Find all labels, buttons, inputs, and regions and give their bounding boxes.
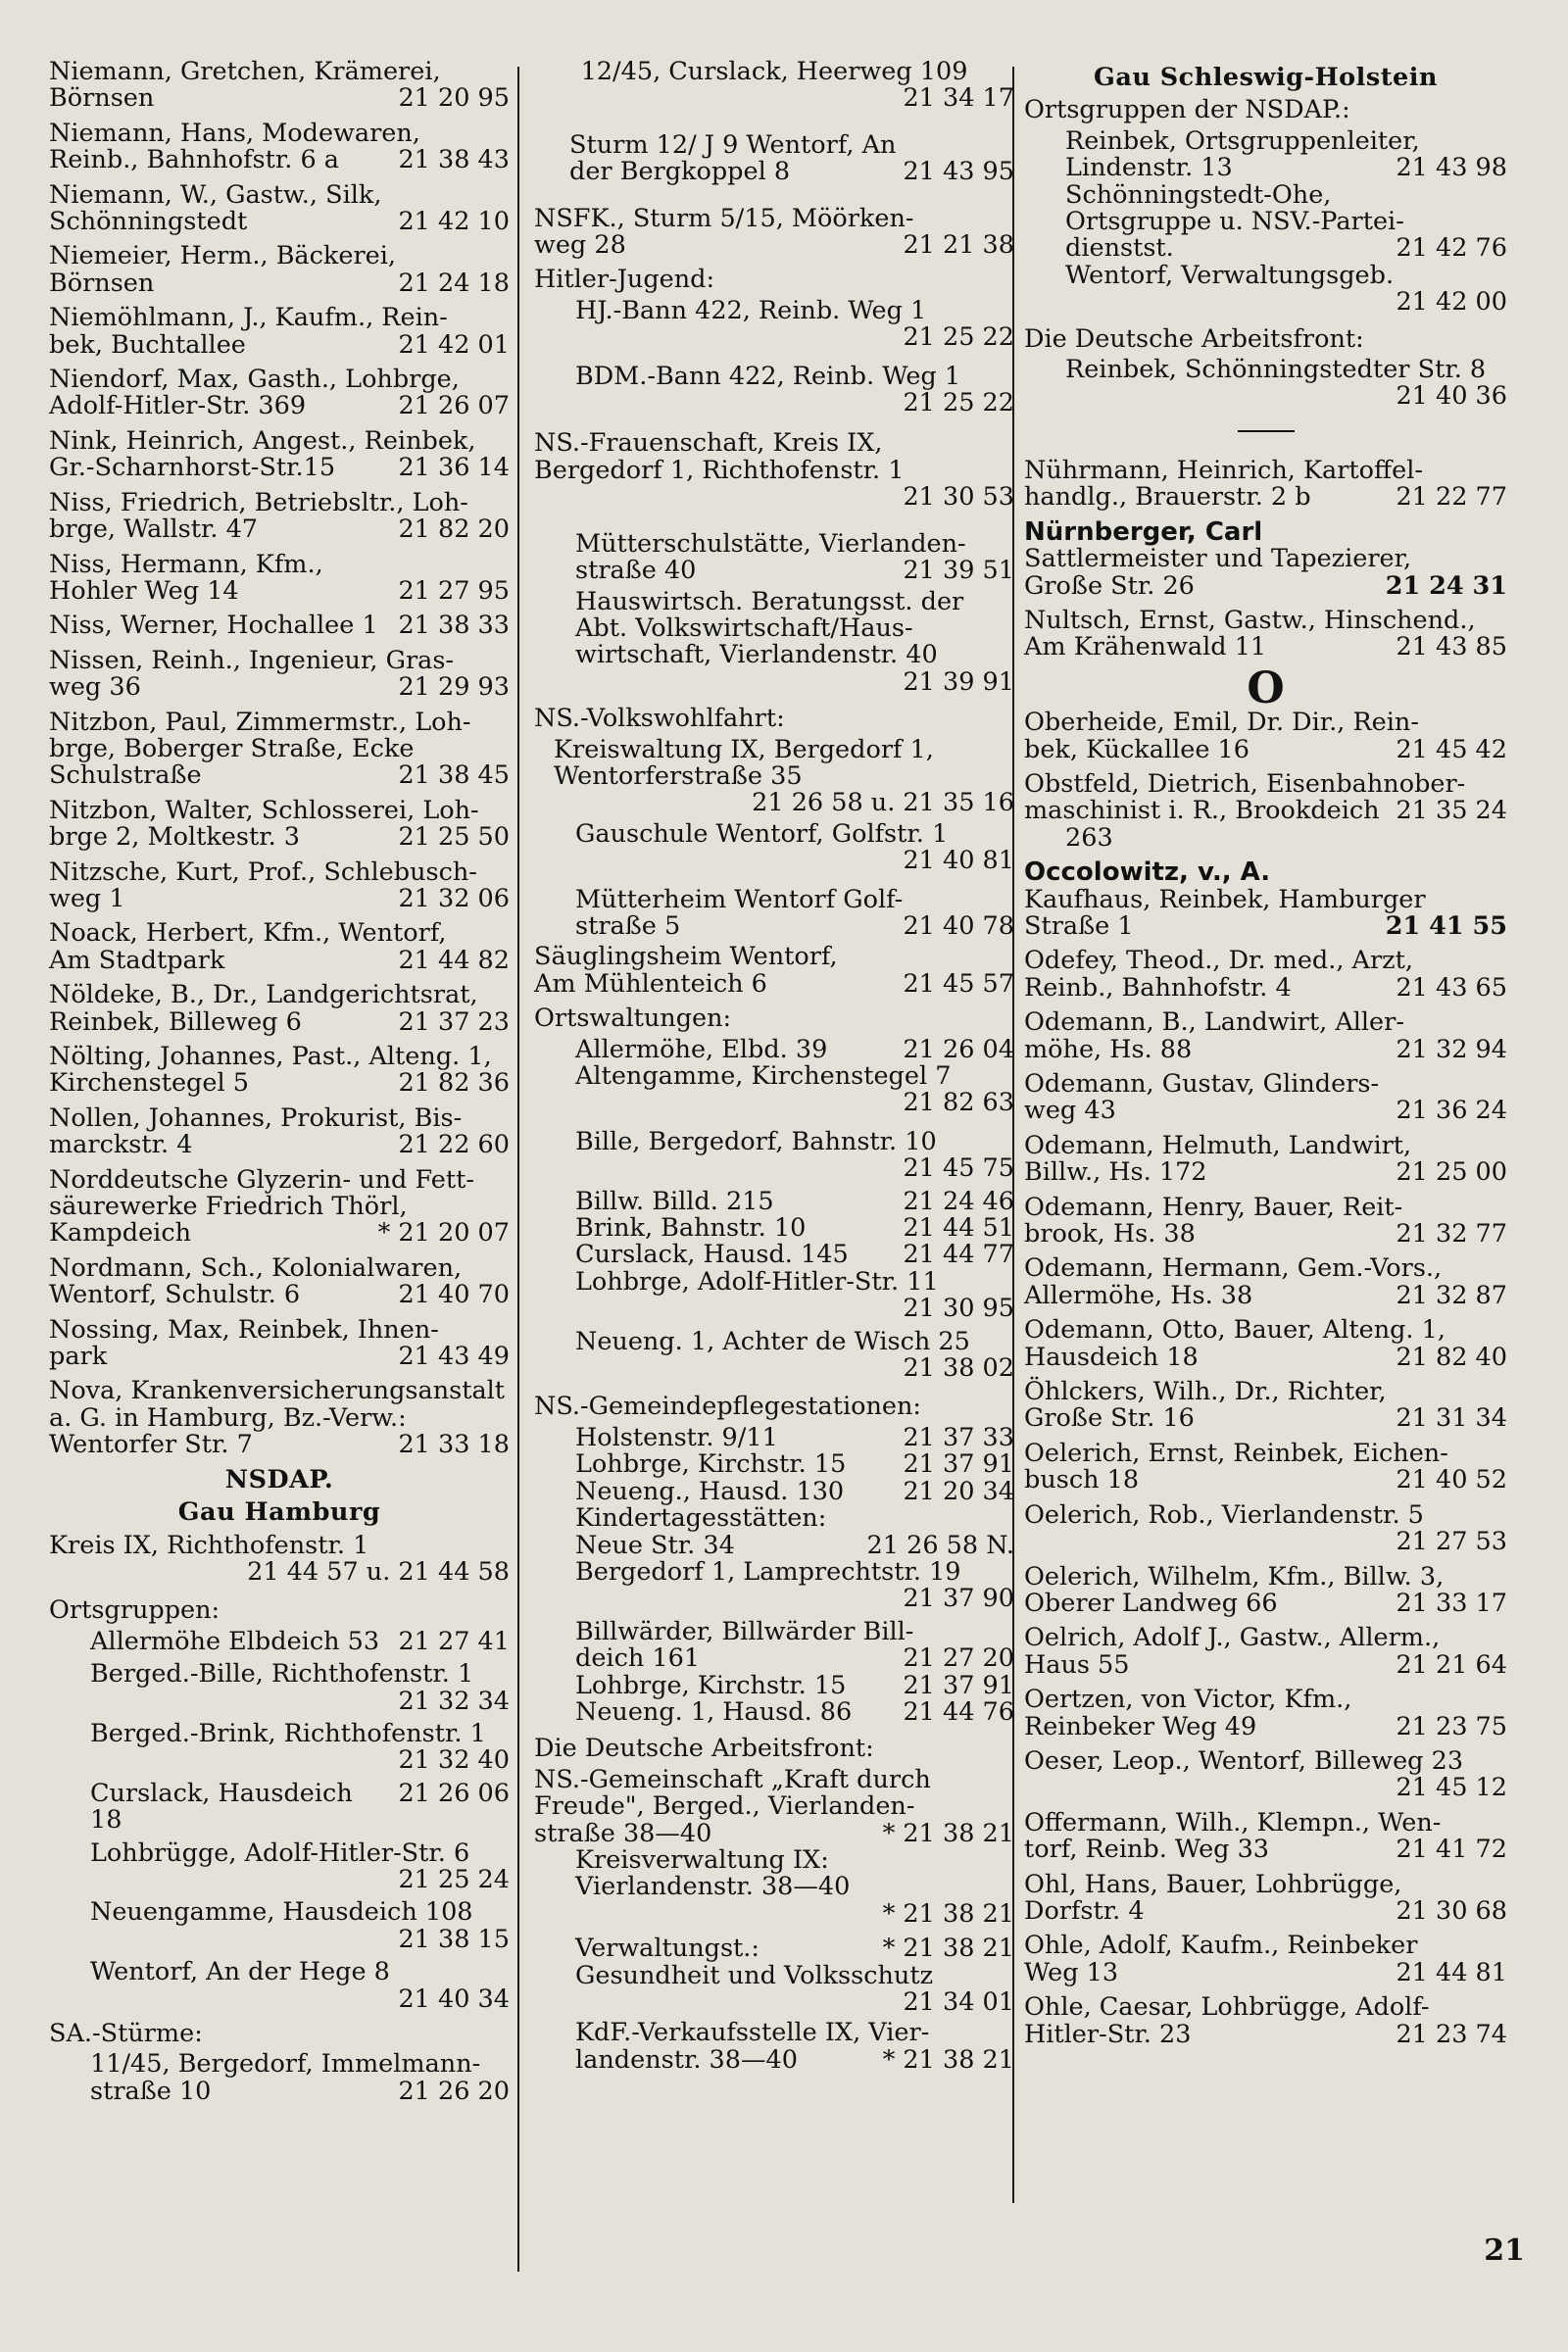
section-heading: Die Deutsche Arbeitsfront:: [1024, 323, 1364, 354]
list-item: NS.-Frauenschaft, Kreis IX, Bergedorf 1, Richthofenstr. 1 21 30 53: [534, 428, 1014, 513]
list-item: Schönningstedt-Ohe, Ortsgruppe u. NSV.-Partei- 21 42 76 dienstst.: [1065, 179, 1507, 264]
list-item: Nöldeke, B., Dr., Landgerichtsrat, 21 37 23 Reinbek, Billeweg 6: [49, 980, 510, 1037]
list-item: 21 37 91 Lohbrge, Kirchstr. 15: [575, 1449, 1014, 1480]
list-item: [49, 1626, 510, 1656]
list-item: Oelerich, Wilhelm, Kfm., Billw. 3, 21 33 17 Oberer Landweg 66: [1024, 1561, 1507, 1618]
list-item: Nitzbon, Walter, Schlosserei, Loh- 21 25 50 brge 2, Moltkestr. 3: [49, 795, 510, 853]
section-heading: NS.-Volkswohlfahrt:: [534, 704, 785, 734]
list-item: Ohle, Adolf, Kaufm., Reinbeker 21 44 81 Weg 13: [1024, 1931, 1507, 1987]
address: straße 10: [90, 2076, 212, 2106]
list-item: Odemann, Hermann, Gem.-Vors., 21 32 87 Allermöhe, Hs. 38: [1024, 1253, 1507, 1310]
list-item: [49, 1718, 510, 1776]
list-item: 21 20 34 Neueng., Hausd. 130: [575, 1476, 1014, 1506]
list-item: Nordmann, Sch., Kolonialwaren, 21 40 70 Wentorf, Schulstr. 6: [49, 1252, 510, 1310]
phone-number: 21 45 12: [1396, 1773, 1507, 1803]
list-item: Öhlckers, Wilh., Dr., Richter, 21 31 34 Große Str. 16: [1024, 1377, 1507, 1434]
section-heading: Ortswaltungen:: [534, 1004, 732, 1034]
phone-number: 21 38 15: [398, 1924, 510, 1954]
list-item: 21 44 76 Neueng. 1, Hausd. 86: [575, 1696, 1014, 1727]
list-item: Niss, Hermann, Kfm., 21 27 95 Hohler Weg 14: [49, 549, 510, 606]
list-item: Nultsch, Ernst, Gastw., Hinschend., 21 43 85 Am Krähenwald 11: [1024, 605, 1507, 662]
list-item: Oelerich, Ernst, Reinbek, Eichen- 21 40 52 busch 18: [1024, 1438, 1507, 1495]
list-item: Nitzbon, Paul, Zimmermstr., Loh- brge, Boberger Straße, Ecke 21 38 45 Schulstraße: [49, 707, 510, 791]
list-item: [49, 2051, 510, 2105]
list-item: 21 44 51 Brink, Bahnstr. 10: [575, 1213, 1014, 1244]
phone-number: 21 27 41: [398, 1626, 510, 1656]
list-item: Ohle, Caesar, Lohbrügge, Adolf- 21 23 74 Hitler-Str. 23: [1024, 1992, 1507, 2049]
section-heading: NSDAP.: [224, 1464, 334, 1494]
list-item: [49, 1840, 510, 1894]
section-letter: O: [1247, 662, 1285, 713]
phone-number: 21 26 20: [398, 2076, 510, 2106]
directory-column-2: [534, 59, 1014, 2074]
page-number: 21: [1484, 2233, 1525, 2268]
list-item: Oertzen, von Victor, Kfm., 21 23 75 Reinbeker Weg 49: [1024, 1685, 1507, 1741]
list-item: Kreiswaltung IX, Bergedorf 1, Wentorferstraße 35 21 26 58 u. 21 35 16: [554, 734, 1014, 818]
list-item: Billwärder, Billwärder Bill- 21 27 20 deich 161: [575, 1616, 1014, 1674]
list-item: Odemann, Helmuth, Landwirt, 21 25 00 Billw., Hs. 172: [1024, 1130, 1507, 1188]
address: Lohbrügge, Adolf-Hitler-Str. 6: [90, 1838, 470, 1868]
address: Oelerich, Rob., Vierlandenstr. 5: [1024, 1499, 1424, 1530]
address: Berged.-Brink, Richthofenstr. 1: [90, 1718, 486, 1748]
list-item: [49, 1661, 510, 1715]
list-item: Obstfeld, Dietrich, Eisenbahnober- 21 35 24 maschinist i. R., Brookdeich 263: [1024, 768, 1507, 853]
phone-number: 21 26 06: [398, 1778, 510, 1808]
list-item: * 21 38 21 Verwaltungst.: Gesundheit und Volksschutz 21 34 01: [575, 1934, 1014, 2017]
list-item: BDM.-Bann 422, Reinb. Weg 1 21 25 22: [575, 361, 1014, 418]
list-item: Kreis IX, Richthofenstr. 1: [49, 1530, 369, 1560]
section-heading: SA.-Stürme:: [49, 2019, 203, 2048]
section-heading: Ortsgruppen der NSDAP.:: [1024, 95, 1350, 125]
list-item: Nova, Krankenversicherungsanstalt a. G. in Hamburg, Bz.-Verw.: 21 33 18 Wentorfer Str. 7: [49, 1376, 510, 1460]
list-item: Kreisverwaltung IX: Vierlandenstr. 38—40 * 21 38 21: [575, 1844, 1014, 1929]
list-item: Bille, Bergedorf, Bahnstr. 10 21 45 75: [575, 1126, 1014, 1184]
list-item: Odemann, Otto, Bauer, Alteng. 1, 21 82 40 Hausdeich 18: [1024, 1315, 1507, 1372]
list-item: 21 26 58 N. Neue Str. 34: [575, 1530, 1014, 1560]
list-item: Niemöhlmann, J., Kaufm., Rein- 21 42 01 bek, Buchtallee: [49, 303, 510, 360]
list-item: 21 37 33 Holstenstr. 9/11: [575, 1422, 1014, 1452]
directory-column-1: [49, 59, 510, 2105]
list-item: 12/45, Curslack, Heerweg 109 21 34 17: [580, 57, 1014, 114]
list-item: Nölting, Johannes, Past., Alteng. 1, 21 82 36 Kirchenstegel 5: [49, 1042, 510, 1099]
list-item: Niemeier, Herm., Bäckerei, 21 24 18 Börnsen: [49, 241, 510, 298]
list-item: Niss, Friedrich, Betriebsltr., Loh- 21 82 20 brge, Wallstr. 47: [49, 487, 510, 545]
section-heading: Gau Hamburg: [177, 1497, 381, 1528]
list-item: 21 37 91 Lohbrge, Kirchstr. 15: [575, 1670, 1014, 1700]
list-item: Wentorf, Verwaltungsgeb. 21 42 00: [1065, 260, 1507, 318]
list-item: [1024, 1745, 1507, 1803]
list-item: Nitzsche, Kurt, Prof., Schlebusch- 21 32 06 weg 1: [49, 857, 510, 913]
list-item: Nürnberger, Carl Sattlermeister und Tapezierer, 21 24 31 Große Str. 26: [1024, 516, 1507, 601]
directory-column-3: [1024, 59, 1507, 2056]
list-item: NSFK., Sturm 5/15, Möörken- 21 21 38 weg 28: [534, 203, 1014, 261]
phone-number: 21 32 34: [398, 1686, 510, 1716]
section-heading: Die Deutsche Arbeitsfront:: [534, 1734, 874, 1764]
list-item: Oelrich, Adolf J., Gastw., Allerm., 21 21 64 Haus 55: [1024, 1623, 1507, 1680]
list-item: Nollen, Johannes, Prokurist, Bis- 21 22 60 marckstr. 4: [49, 1102, 510, 1160]
list-item: [49, 1778, 510, 1836]
list-item: Säuglingsheim Wentorf, 21 45 57 Am Mühlenteich 6: [534, 942, 1014, 999]
list-item: 21 26 04 Allermöhe, Elbd. 39: [575, 1034, 1014, 1064]
list-item: Nissen, Reinh., Ingenieur, Gras- 21 29 93 weg 36: [49, 645, 510, 703]
list-item: KdF.-Verkaufsstelle IX, Vier- * 21 38 21 landenstr. 38—40: [575, 2018, 1014, 2075]
list-item: Niemann, W., Gastw., Silk, 21 42 10 Schönningstedt: [49, 179, 510, 237]
list-item: Reinbek, Schönningstedter Str. 8 21 40 36: [1065, 355, 1507, 412]
list-item: Noack, Herbert, Kfm., Wentorf, 21 44 82 Am Stadtpark: [49, 918, 510, 975]
section-heading: Ortsgruppen:: [49, 1595, 220, 1626]
list-item: Nossing, Max, Reinbek, Ihnen- 21 43 49 park: [49, 1314, 510, 1372]
list-item: Lohbrge, Adolf-Hitler-Str. 11 21 30 95: [575, 1266, 1014, 1324]
list-item: Oberheide, Emil, Dr. Dir., Rein- 21 45 42 bek, Kückallee 16: [1024, 708, 1507, 764]
list-item: Ohl, Hans, Bauer, Lohbrügge, 21 30 68 Dorfstr. 4: [1024, 1869, 1507, 1926]
list-item: Hauswirtsch. Beratungsst. der Abt. Volkswirtschaft/Haus- wirtschaft, Vierlandenstr. 40 21 39 91: [575, 586, 1014, 697]
address: Allermöhe Elbdeich 53: [90, 1626, 380, 1656]
list-item: [49, 1899, 510, 1953]
section-heading: NS.-Gemeindepflegestationen:: [534, 1392, 921, 1422]
list-item: NS.-Gemeinschaft „Kraft durch Freude", Berged., Vierlanden- * 21 38 21 straße 38—40: [534, 1764, 1014, 1848]
list-item: Odefey, Theod., Dr. med., Arzt, 21 43 65 Reinb., Bahnhofstr. 4: [1024, 946, 1507, 1003]
list-item: Norddeutsche Glyzerin- und Fett- säurewerke Friedrich Thörl, * 21 20 07 Kampdeich: [49, 1164, 510, 1249]
phone-number: 21 25 24: [398, 1864, 510, 1894]
list-item: 21 44 57 u. 21 44 58: [247, 1556, 510, 1587]
list-item: Niemann, Gretchen, Krämerei, 21 20 95 Börnsen: [49, 57, 510, 114]
list-item: Reinbek, Ortsgruppenleiter, 21 43 98 Lindenstr. 13: [1065, 125, 1507, 183]
column-rule: [517, 67, 519, 2272]
list-item: 21 38 33 Niss, Werner, Hochallee 1: [49, 611, 510, 641]
list-item: HJ.-Bann 422, Reinb. Weg 1 21 25 22: [575, 295, 1014, 353]
list-item: Niemann, Hans, Modewaren, 21 38 43 Reinb., Bahnhofstr. 6 a: [49, 118, 510, 175]
list-item: Odemann, Gustav, Glinders- 21 36 24 weg 43: [1024, 1069, 1507, 1126]
list-item: Odemann, B., Landwirt, Aller- 21 32 94 möhe, Hs. 88: [1024, 1007, 1507, 1064]
section-heading: Hitler-Jugend:: [534, 265, 715, 295]
list-item: Occolowitz, v., A. Kaufhaus, Reinbek, Hamburger 21 41 55 Straße 1: [1024, 858, 1507, 941]
address-line: [90, 2076, 510, 2106]
list-item: 21 24 46 Billw. Billd. 215: [575, 1186, 1014, 1216]
address: Oeser, Leop., Wentorf, Billeweg 23: [1024, 1745, 1464, 1776]
list-item: Gauschule Wentorf, Golfstr. 1 21 40 81: [575, 818, 1014, 876]
list-item: Neueng. 1, Achter de Wisch 25 21 38 02: [575, 1326, 1014, 1384]
phone-number: 21 40 34: [398, 1984, 510, 2014]
list-item: Mütterschulstätte, Vierlanden- 21 39 51 straße 40: [575, 528, 1014, 586]
list-item: Mütterheim Wentorf Golf- 21 40 78 straße 5: [575, 884, 1014, 941]
phone-number: 21 32 40: [398, 1745, 510, 1776]
list-item: 21 44 77 Curslack, Hausd. 145: [575, 1240, 1014, 1270]
letter-o-entries: [1024, 710, 1507, 2048]
list-item: Altengamme, Kirchenstegel 7 21 82 63: [575, 1061, 1014, 1118]
list-item: Niendorf, Max, Gasth., Lohbrge, 21 26 07 Adolf-Hitler-Str. 369: [49, 365, 510, 421]
list-item: Bergedorf 1, Lamprechtstr. 19 21 37 90: [575, 1556, 1014, 1614]
list-item: [1024, 1499, 1507, 1557]
list-item: Nink, Heinrich, Angest., Reinbek, 21 36 14 Gr.-Scharnhorst-Str.15: [49, 425, 510, 483]
section-heading: Gau Schleswig-Holstein: [1094, 63, 1438, 92]
phone-number: 21 27 53: [1396, 1527, 1507, 1557]
list-item: Odemann, Henry, Bauer, Reit- 21 32 77 brook, Hs. 38: [1024, 1192, 1507, 1250]
address: Berged.-Bille, Richthofenstr. 1: [90, 1659, 474, 1690]
section-heading: Kindertagesstätten:: [575, 1503, 827, 1534]
list-item: Offermann, Wilh., Klempn., Wen- 21 41 72 torf, Reinb. Weg 33: [1024, 1807, 1507, 1865]
address: Neuengamme, Hausdeich 108: [90, 1897, 473, 1928]
address: 11/45, Bergedorf, Immelmann-: [90, 2049, 481, 2080]
list-item: Sturm 12/ J 9 Wentorf, An 21 43 95 der Bergkoppel 8: [569, 129, 1014, 187]
address: Curslack, Hausdeich 18: [90, 1778, 353, 1836]
list-item: [49, 1959, 510, 2013]
address: Wentorf, An der Hege 8: [90, 1957, 390, 1987]
divider: [1238, 430, 1295, 432]
list-item: Nührmann, Heinrich, Kartoffel- 21 22 77 handlg., Brauerstr. 2 b: [1024, 455, 1507, 513]
